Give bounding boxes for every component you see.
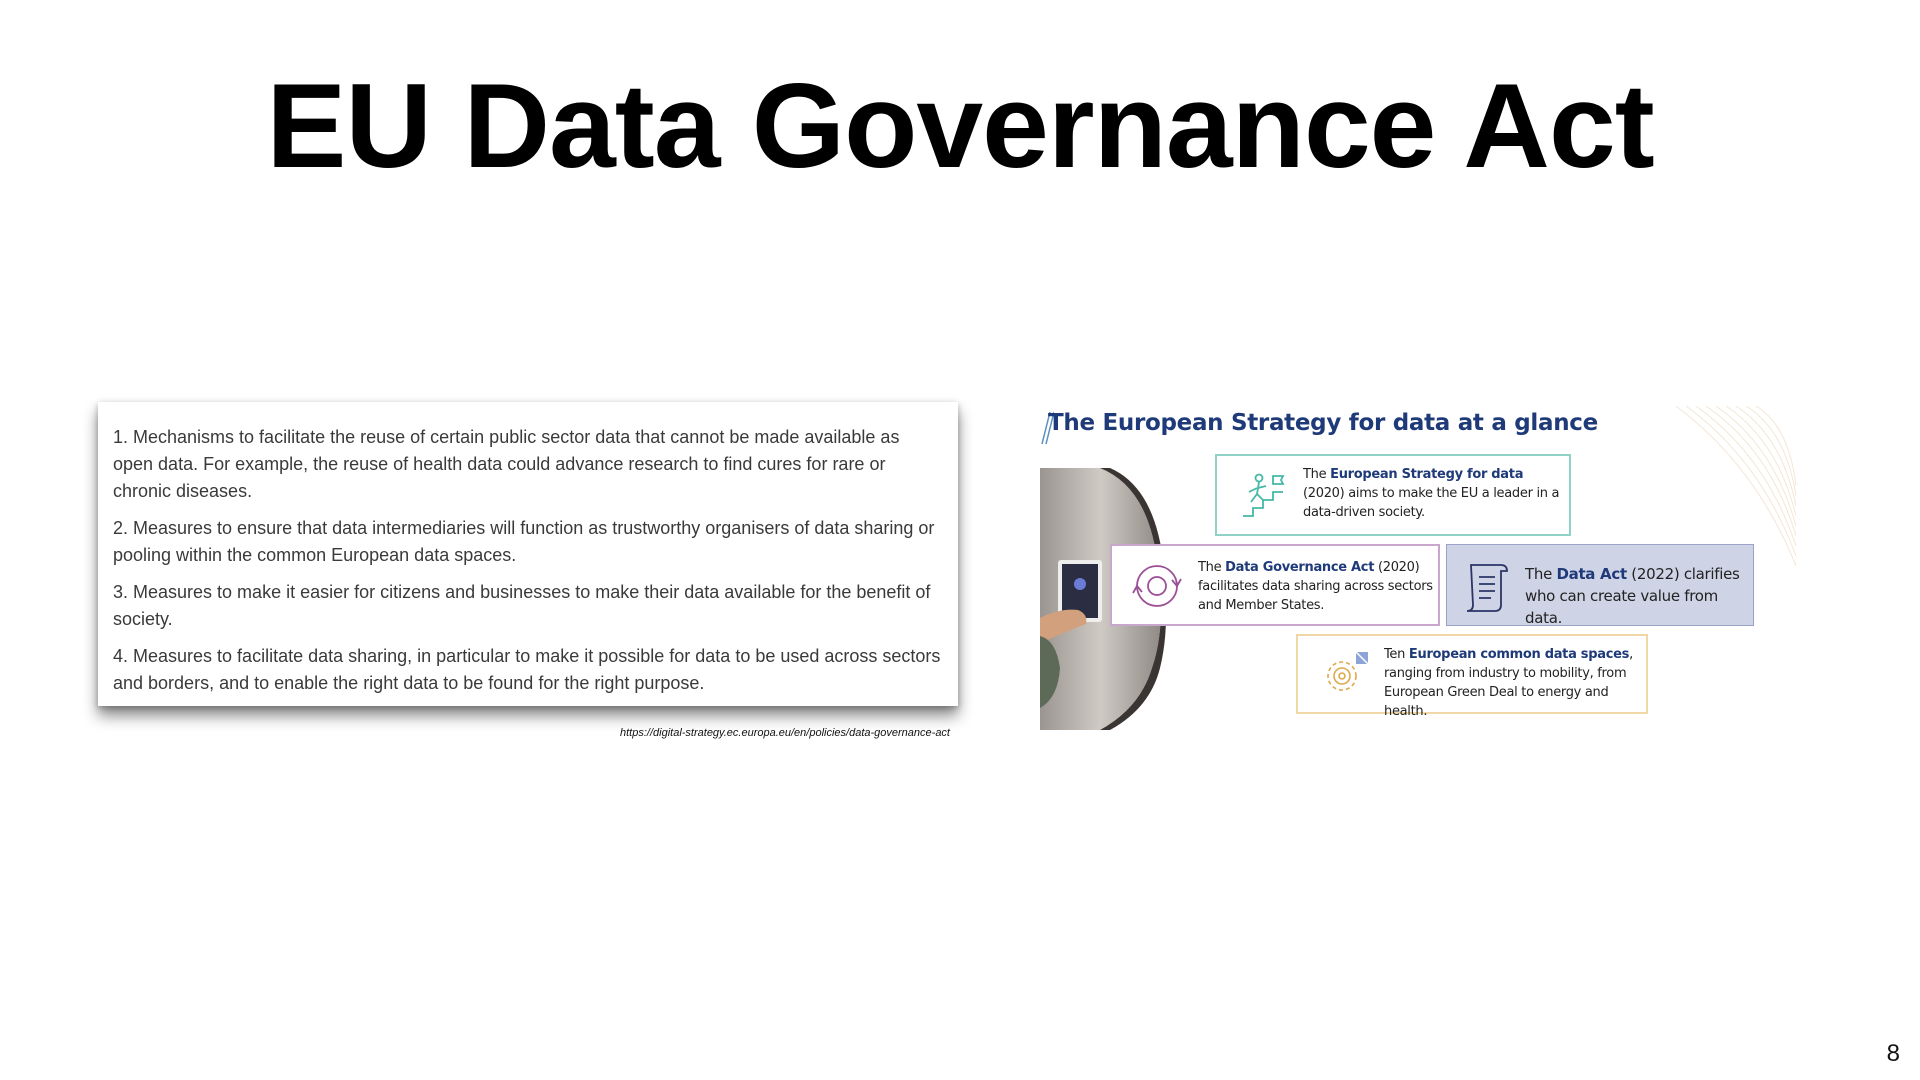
card-common-data-spaces: Ten European common data spaces, ranging from industry to mobility, from European Green Deal to energy and health.	[1296, 634, 1648, 714]
strategy-infographic	[1040, 406, 1796, 730]
circular-arrows-icon	[1132, 561, 1182, 611]
gear-network-icon	[1318, 648, 1372, 702]
card-title-european-strategy: European Strategy for data	[1330, 467, 1524, 482]
measure-item-2: 2. Measures to ensure that data intermediaries will function as trustworthy organisers of data sharing or pooling within the common European data spaces.	[113, 518, 935, 565]
card-data-act: The Data Act (2022) clarifies who can create value from data.	[1446, 544, 1754, 626]
stairs-climber-icon	[1237, 470, 1287, 520]
page-number: 8	[1886, 1040, 1900, 1067]
card-data-governance-act: The Data Governance Act (2020) facilitates data sharing across sectors and Member States.	[1110, 544, 1440, 626]
card-title-data-act: Data Act	[1556, 565, 1627, 583]
card-title-data-governance-act: Data Governance Act	[1225, 560, 1375, 575]
strategy-title: The European Strategy for data at a glance	[1048, 410, 1598, 436]
measure-item-3: 3. Measures to make it easier for citizens and businesses to make their data available for the benefit of society.	[113, 582, 931, 629]
source-link[interactable]: https://digital-strategy.ec.europa.eu/en/policies/data-governance-act	[620, 727, 950, 739]
document-scroll-icon	[1461, 559, 1511, 613]
card-european-strategy: The European Strategy for data (2020) aims to make the EU a leader in a data-driven society.	[1215, 454, 1571, 536]
measures-list-screenshot	[98, 402, 958, 706]
slide-title: EU Data Governance Act	[266, 59, 1654, 193]
measure-item-1: 1. Mechanisms to facilitate the reuse of certain public sector data that cannot be made available as open data. For example, the reuse of health data could advance research to find cures for rare or chronic diseases.	[113, 427, 900, 501]
measure-item-4: 4. Measures to facilitate data sharing, in particular to make it possible for data to be used across sectors and borders, and to enable the right data to be found for the right purpose.	[113, 646, 941, 693]
card-title-common-data-spaces: European common data spaces	[1408, 647, 1630, 662]
